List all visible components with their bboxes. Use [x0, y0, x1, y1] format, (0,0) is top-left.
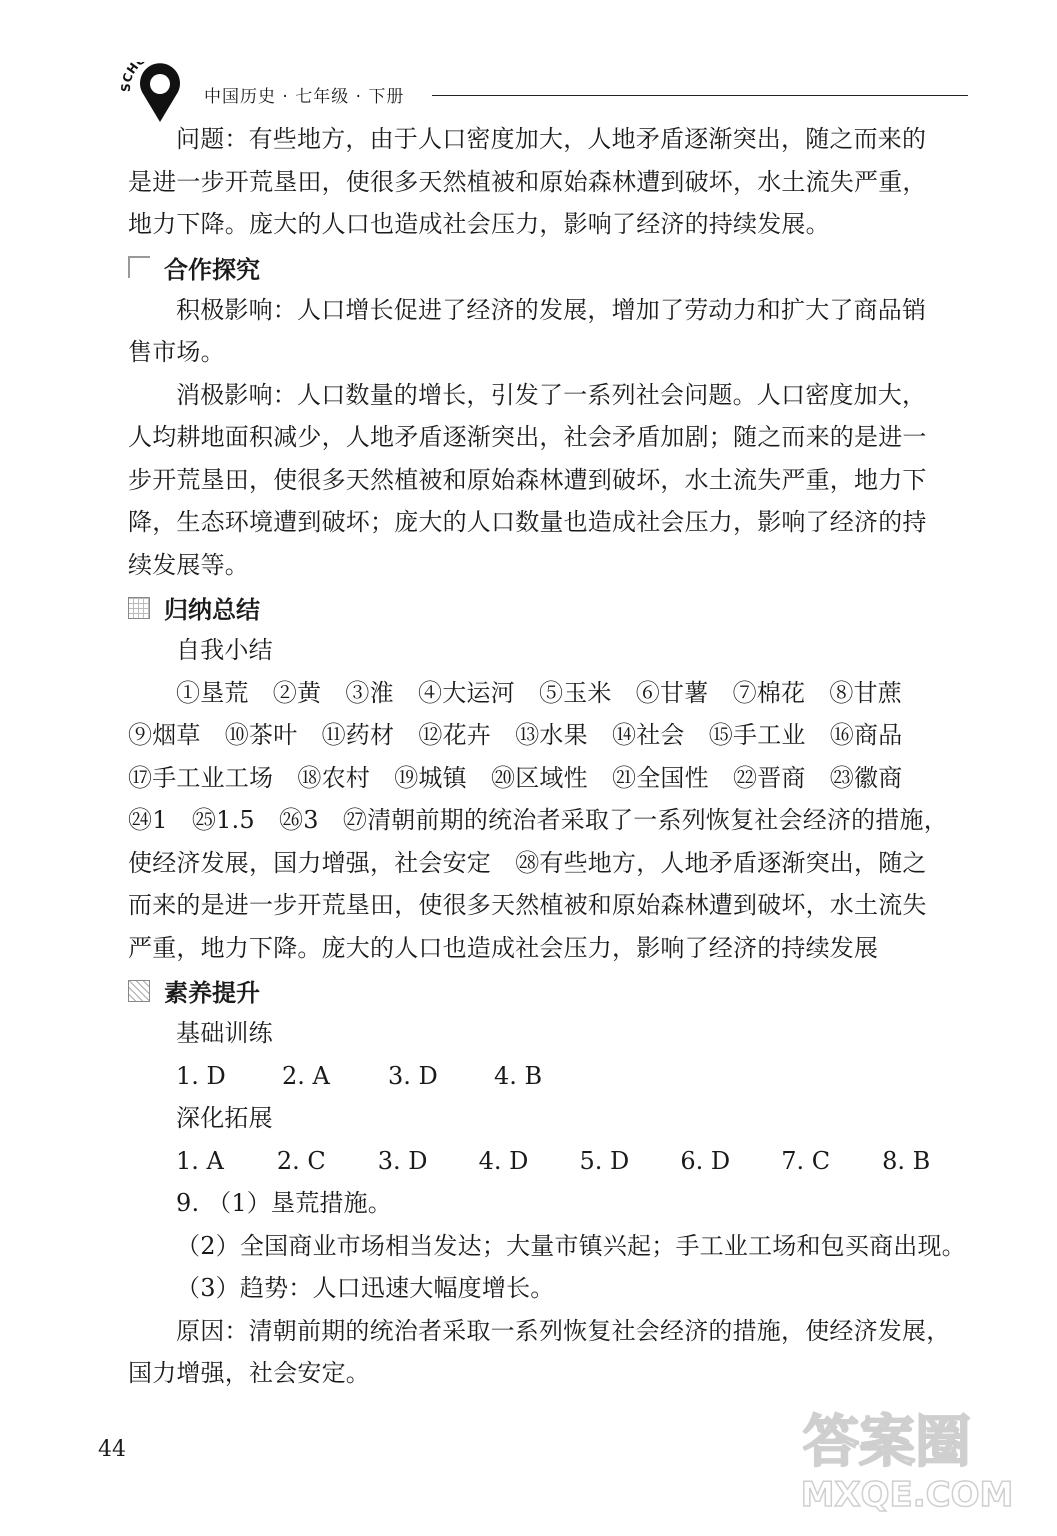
- page-header: [120, 62, 980, 112]
- summary-line-7: 严重，地力下降。庞大的人口也造成社会压力，影响了经济的持续发展: [128, 933, 879, 962]
- question-line-3: 地力下降。庞大的人口也造成社会压力，影响了经济的持续发展。: [128, 210, 830, 238]
- answer-item: 4. B: [494, 1061, 543, 1090]
- answer-item: 8. B: [882, 1146, 931, 1175]
- negative-impact-line-3: 步开荒垦田，使很多天然植被和原始森林遭到破坏，水土流失严重，地力下: [128, 465, 927, 494]
- negative-impact-line-1: 消极影响：人口数量的增长，引发了一系列社会问题。人口密度加大，: [176, 380, 927, 409]
- basic-answers: [128, 1055, 983, 1098]
- answer-item: 2. A: [282, 1061, 330, 1090]
- summary-line-4: ㉔1 ㉕1.5 ㉖3 ㉗清朝前期的统治者采取了一系列恢复社会经济的措施，: [128, 806, 948, 834]
- answer-item: 5. D: [579, 1146, 630, 1175]
- section-hatch-icon: [128, 980, 150, 1002]
- answer-item: 2. C: [276, 1146, 326, 1175]
- section-summary: [128, 586, 983, 629]
- summary-line-2: ⑨烟草 ⑩茶叶 ⑪药材 ⑫花卉 ⑬水果 ⑭社会 ⑮手工业 ⑯商品: [128, 721, 903, 749]
- answer-item: 7. C: [781, 1146, 831, 1175]
- page-number: 44: [98, 1437, 126, 1462]
- question-line-2: 是进一步开荒垦田，使很多天然植被和原始森林遭到破坏，水土流失严重，: [128, 167, 927, 196]
- positive-impact-line-2: 售市场。: [128, 338, 225, 366]
- answer-item: 1. A: [176, 1146, 224, 1175]
- summary-line-3: ⑰手工业工场 ⑱农村 ⑲城镇 ⑳区域性 ㉑全国性 ㉒晋商 ㉓徽商: [128, 763, 903, 792]
- section-marker-icon: [128, 256, 150, 278]
- section-cooperative-inquiry: [128, 246, 983, 289]
- school-logo-icon: [120, 62, 200, 124]
- self-summary-label: 自我小结: [176, 636, 273, 664]
- section-literacy: [128, 969, 983, 1012]
- section-grid-icon: [128, 597, 150, 619]
- deep-expansion-label: 深化拓展: [176, 1104, 273, 1132]
- deep-answers: [128, 1140, 983, 1183]
- answer-item: 6. D: [680, 1146, 731, 1175]
- negative-impact-line-4: 降，生态环境遭到破坏；庞大的人口数量也造成社会压力，影响了经济的持: [128, 508, 927, 536]
- question-line-1: 问题：有些地方，由于人口密度加大，人地矛盾逐渐突出，随之而来的: [176, 125, 927, 153]
- summary-line-1: ①垦荒 ②黄 ③淮 ④大运河 ⑤玉米 ⑥甘薯 ⑦棉花 ⑧甘蔗: [176, 678, 902, 707]
- summary-line-6: 而来的是进一步开荒垦田，使很多天然植被和原始森林遭到破坏，水土流失: [128, 891, 927, 919]
- positive-impact-line-1: 积极影响：人口增长促进了经济的发展，增加了劳动力和扩大了商品销: [176, 295, 927, 324]
- answer-9-reason-line-1: 原因：清朝前期的统治者采取一系列恢复社会经济的措施，使经济发展，: [176, 1316, 951, 1345]
- section-title: 合作探究: [164, 255, 260, 284]
- answer-item: 3. D: [377, 1146, 428, 1175]
- answer-item: 3. D: [388, 1061, 438, 1090]
- answer-item: 1. D: [176, 1061, 226, 1090]
- header-title: 中国历史 · 七年级 · 下册: [204, 87, 405, 107]
- logo-text: SCH: [120, 62, 142, 93]
- watermark-cn: 答案圈: [803, 1410, 971, 1475]
- section-title: 归纳总结: [164, 596, 260, 624]
- answer-9-part-3: （3）趋势：人口迅速大幅度增长。: [176, 1274, 555, 1302]
- section-title: 素养提升: [164, 979, 260, 1007]
- summary-line-5: 使经济发展，国力增强，社会安定 ㉘有些地方，人地矛盾逐渐突出，随之: [128, 848, 927, 877]
- watermark-en: MXQE.COM: [800, 1475, 1014, 1515]
- watermark-logo: [767, 1366, 1027, 1516]
- answer-9-part-1: 9. （1）垦荒措施。: [176, 1189, 392, 1217]
- header-rule: [432, 95, 968, 96]
- answer-item: 4. D: [478, 1146, 529, 1175]
- answer-9-reason-line-2: 国力增强，社会安定。: [128, 1359, 370, 1387]
- negative-impact-line-2: 人均耕地面积减少，人地矛盾逐渐突出，社会矛盾加剧；随之而来的是进一: [128, 423, 927, 451]
- basic-training-label: 基础训练: [176, 1019, 273, 1047]
- negative-impact-line-5: 续发展等。: [128, 550, 249, 579]
- answer-9-part-2: （2）全国商业市场相当发达；大量市镇兴起；手工业工场和包买商出现。: [176, 1231, 966, 1260]
- page-content: [128, 118, 983, 1395]
